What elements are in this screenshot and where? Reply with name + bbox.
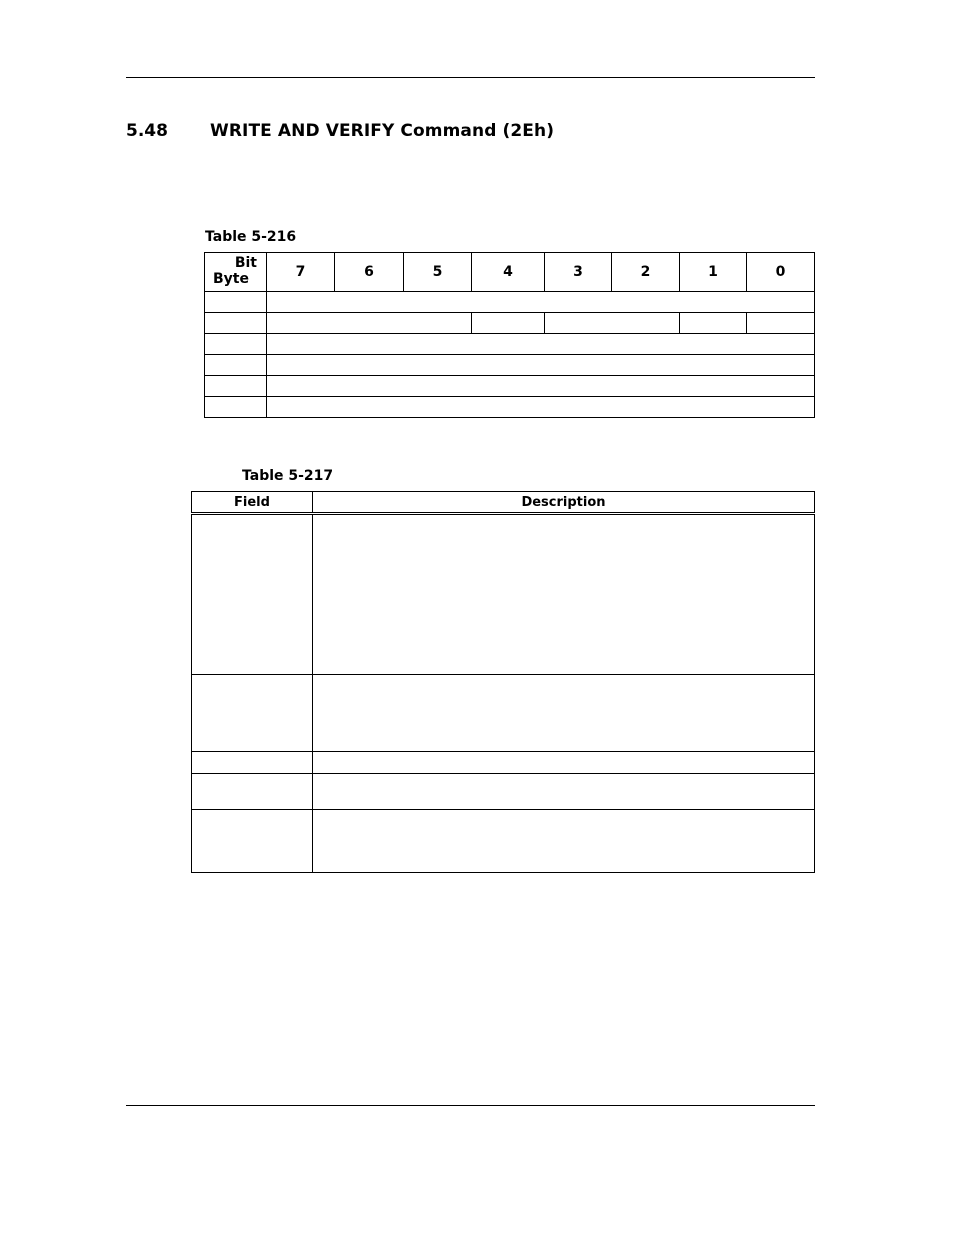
table-row — [192, 514, 815, 675]
table-row — [192, 774, 815, 810]
section-heading — [126, 121, 554, 141]
description-cell — [313, 675, 815, 752]
section-number: 5.48 — [126, 121, 168, 141]
byte-cell — [205, 334, 267, 355]
table-row — [205, 334, 815, 355]
bit-header-row — [205, 253, 815, 292]
field-cell — [680, 313, 747, 334]
table-row — [205, 355, 815, 376]
table-row — [205, 313, 815, 334]
bit-3: 3 — [545, 253, 612, 292]
bit-4: 4 — [472, 253, 545, 292]
field-cell — [267, 313, 472, 334]
description-cell — [313, 810, 815, 873]
byte-label: Byte — [213, 271, 249, 287]
bit-7: 7 — [267, 253, 335, 292]
description-column-header: Description — [313, 492, 815, 514]
bit-6: 6 — [335, 253, 404, 292]
field-cell — [267, 355, 815, 376]
table-216-caption: Table 5-216 — [205, 229, 297, 245]
field-cell — [192, 675, 313, 752]
byte-cell — [205, 292, 267, 313]
table-row — [205, 292, 815, 313]
section-title: WRITE AND VERIFY Command (2Eh) — [210, 121, 555, 141]
field-cell — [267, 292, 815, 313]
byte-cell — [205, 397, 267, 418]
byte-cell — [205, 376, 267, 397]
field-column-header: Field — [192, 492, 313, 514]
byte-cell — [205, 313, 267, 334]
field-cell — [192, 774, 313, 810]
field-cell — [192, 752, 313, 774]
table-217-caption: Table 5-217 — [242, 468, 334, 484]
header-rule — [126, 77, 815, 78]
command-descriptor-table — [204, 252, 815, 418]
bit-label: Bit — [234, 255, 257, 271]
table-row — [192, 675, 815, 752]
table-row — [205, 376, 815, 397]
field-description-table — [191, 491, 815, 873]
footer-rule — [126, 1105, 815, 1106]
bit-0: 0 — [747, 253, 815, 292]
bit-byte-corner — [205, 253, 267, 292]
description-cell — [313, 752, 815, 774]
field-cell — [267, 334, 815, 355]
description-cell — [313, 514, 815, 675]
description-cell — [313, 774, 815, 810]
table-row — [192, 752, 815, 774]
field-cell — [192, 514, 313, 675]
header-row — [192, 492, 815, 514]
bit-5: 5 — [404, 253, 472, 292]
byte-cell — [205, 355, 267, 376]
field-cell — [545, 313, 680, 334]
field-cell — [192, 810, 313, 873]
field-cell — [472, 313, 545, 334]
field-cell — [267, 376, 815, 397]
bit-1: 1 — [680, 253, 747, 292]
table-row — [192, 810, 815, 873]
field-cell — [747, 313, 815, 334]
field-cell — [267, 397, 815, 418]
bit-2: 2 — [612, 253, 680, 292]
table-row — [205, 397, 815, 418]
